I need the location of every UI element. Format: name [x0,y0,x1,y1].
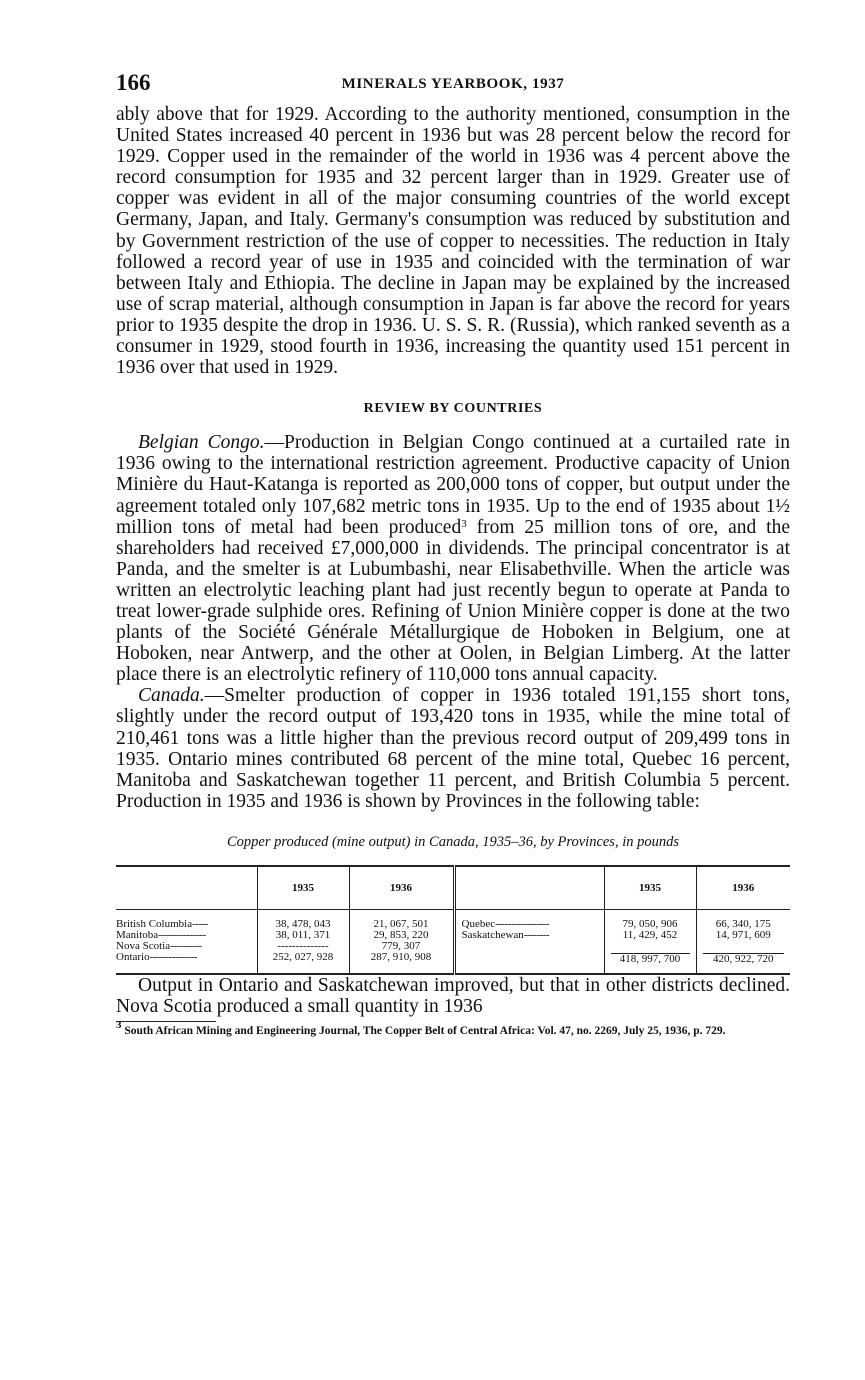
table-cell: 21, 067, 501 [373,917,429,930]
values-1935-right [604,909,696,974]
running-title: MINERALS YEARBOOK, 1937 [341,76,565,92]
table-cell: 29, 853, 220 [373,928,429,941]
page [116,70,790,1037]
province-labels-right [454,909,604,974]
table-title: Copper produced (mine output) in Canada, 1935–36, by Provinces, in pounds [227,833,679,850]
values-1935-left [257,909,349,974]
table-cell: 287, 910, 908 [370,950,432,963]
table-cell: -------------- [277,939,329,952]
belgian-congo-text-1: —Production in Belgian Congo continued at a curtailed rate in 1936 owing to the international restriction agreement. Productive capacity of Union Minière du Haut-Katanga is reported as 200,000 tons of copper, but output under the agreement totaled only 107,682 metric tons in 1935. Up to the end of 1935 about 1½ million tons of metal had been produced [116,432,790,538]
province-label: Manitoba--------------- [116,928,206,941]
table-header-1935: 1935 [257,866,349,910]
footnote-text: South African Mining and Engineering Journal, The Copper Belt of Central Africa: Vol. 47, no. 2269, July 25, 1936, p. 729. [124,1025,726,1038]
table-cell: 66, 340, 175 [715,917,771,930]
table-body-row [116,909,790,974]
canada-paragraph [116,685,790,812]
table-header-blank [454,866,604,910]
footnote-reference: 3 [461,517,467,530]
province-label: British Columbia----- [116,917,208,930]
province-label: Saskatchewan-------- [461,928,550,941]
table-cell: 79, 050, 906 [622,917,678,930]
footnote-rule [116,1021,216,1022]
copper-table [116,865,790,975]
belgian-congo-text-2: from 25 million tons of ore, and the shareholders had received £7,000,000 in dividends. The principal concentrator is at Panda, and the smelter is at Lubumbashi, near Elisabethville. When the article was written an electrolytic leaching plant had just recently begun to operate at Panda to treat lower-grade sulphide ores. Refining of Union Minière copper is done at the two plants of the Société Générale Métallurgique de Hoboken in Belgium, one at Hoboken, near Antwerp, and the other at Oolen, in Belgian Limberg. At the latter place there is an electrolytic refinery of 110,000 tons annual capacity. [116,516,791,686]
page-header [116,70,790,104]
table-header-row [116,866,790,910]
belgian-congo-paragraph [116,432,790,685]
province-labels-left [116,909,257,974]
table-cell: 779, 307 [381,939,421,952]
table-cell: 14, 971, 609 [715,928,771,941]
footnote-marker: 3 [116,1019,122,1032]
belgian-congo-lead: Belgian Congo. [138,432,265,454]
intro-paragraph: ably above that for 1929. According to the authority mentioned, consumption in the United States increased 40 percent in 1936 but was 28 percent below the record for 1929. Copper used in the remainder of the world in 1936 was 4 percent above the record consumption for 1935 and 32 percent larger than in 1929. Greater use of copper was evident in all of the major consuming countries of the world except Germany, Japan, and Italy. Germany's consumption was reduced by substitution and by Government restriction of the use of copper to necessities. The reduction in Italy followed a record year of use in 1935 and coincided with the termination of war between Italy and Ethiopia. The decline in Japan may be explained by the increased use of scrap material, although consumption in Japan is far above the record for years prior to 1935 despite the drop in 1936. U. S. S. R. (Russia), which ranked seventh as a consumer in 1929, stood fourth in 1936, increasing the quantity used 151 percent in 1936 over that used in 1929. [116,104,790,379]
table-cell: 38, 011, 371 [275,928,331,941]
table-header-1936: 1936 [696,866,790,910]
total-1936: 420, 922, 720 [703,953,785,965]
table-header-1936: 1936 [349,866,454,910]
province-label: Ontario--------------- [116,950,198,963]
table-cell: 11, 429, 452 [622,928,678,941]
page-number: 166 [116,70,151,95]
after-table-paragraph: Output in Ontario and Saskatchewan improved, but that in other districts declined. Nova Scotia produced a small quantity in 1936 [116,974,790,1017]
table-header-blank [116,866,257,910]
table-cell: 252, 027, 928 [272,950,334,963]
table-cell: 38, 478, 043 [275,917,331,930]
values-1936-left [349,909,454,974]
canada-lead: Canada. [138,685,205,707]
province-label: Quebec----------------- [461,917,549,930]
total-1935: 418, 997, 700 [611,953,690,965]
section-heading: REVIEW BY COUNTRIES [363,401,543,417]
canada-text: —Smelter production of copper in 1936 totaled 191,155 short tons, slightly under the record output of 193,420 tons in 1935, while the mine total of 210,461 tons was a little higher than the previous record output of 209,499 tons in 1935. Ontario mines contributed 68 percent of the mine total, Quebec 16 percent, Manitoba and Saskatchewan together 11 percent, and British Columbia 5 percent. Production in 1935 and 1936 is shown by Provinces in the following table: [116,685,790,812]
province-label: Nova Scotia---------- [116,939,202,952]
values-1936-right [696,909,790,974]
table-header-1935: 1935 [604,866,696,910]
footnote [116,1019,790,1038]
